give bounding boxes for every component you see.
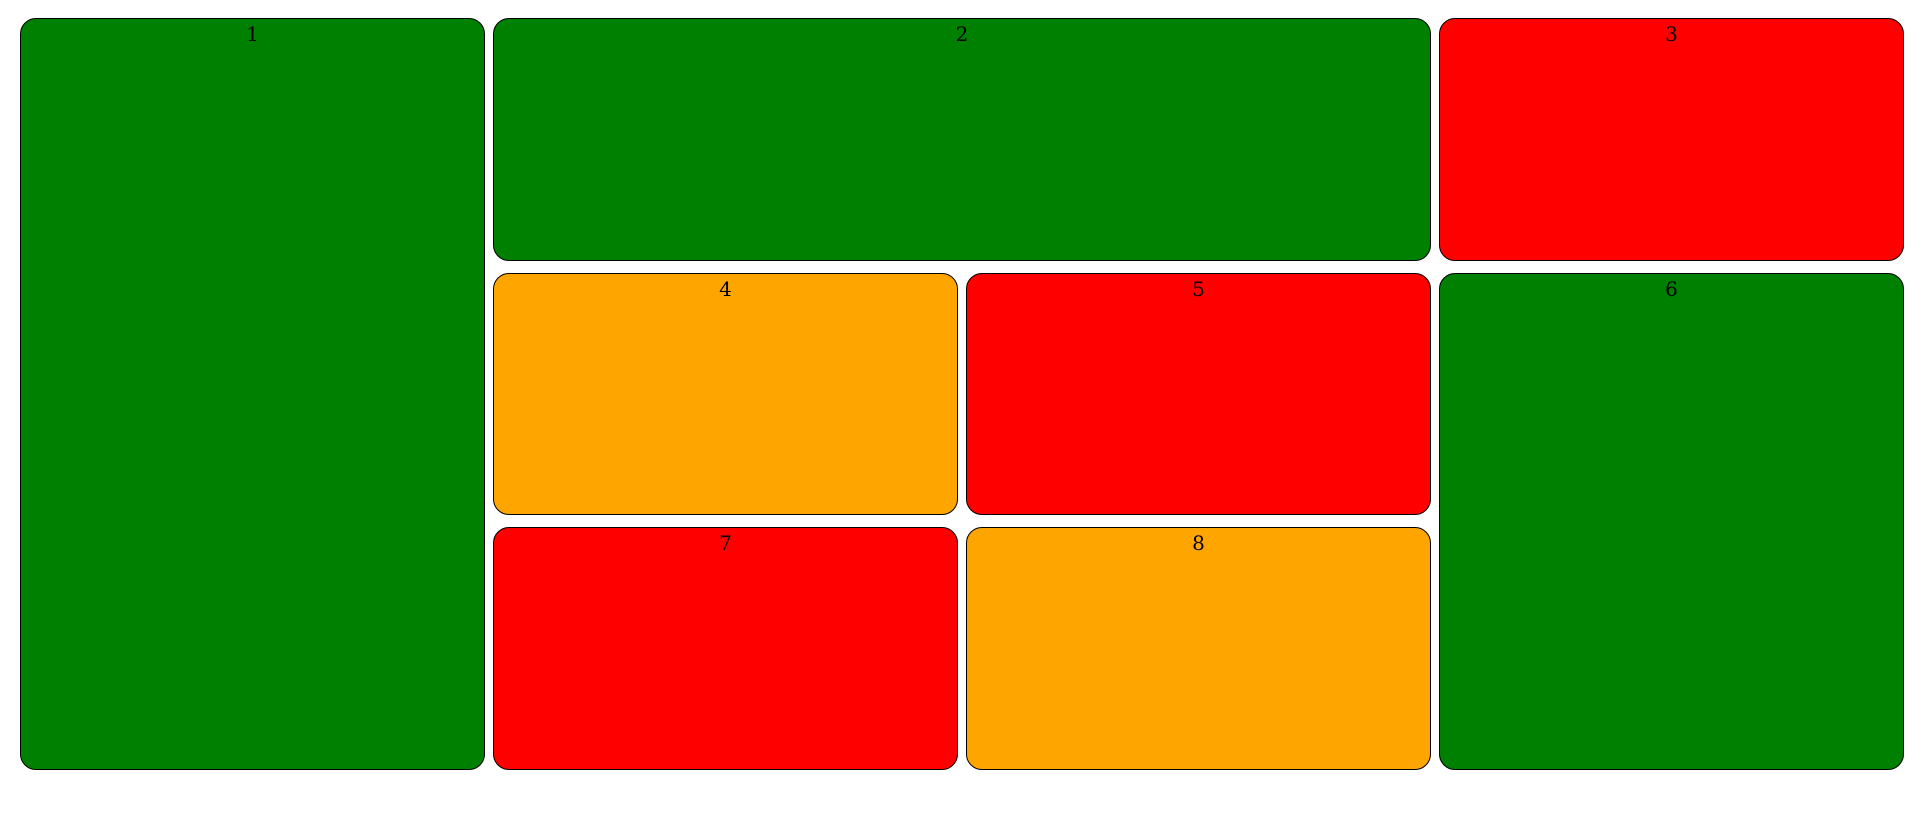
tile-2[interactable] <box>493 18 1431 261</box>
tile-3[interactable] <box>1439 18 1904 261</box>
tile-5-label: 5 <box>1192 276 1205 301</box>
tile-3-label: 3 <box>1665 22 1678 46</box>
tile-grid <box>20 18 1904 770</box>
tile-7[interactable] <box>493 527 958 770</box>
tile-8[interactable] <box>966 527 1431 770</box>
tile-4-label: 4 <box>719 276 732 301</box>
tile-6-label: 6 <box>1665 276 1678 301</box>
tile-7-label: 7 <box>719 531 732 556</box>
tile-5[interactable] <box>966 273 1431 516</box>
tile-8-label: 8 <box>1192 531 1205 556</box>
tile-4[interactable] <box>493 273 958 516</box>
tile-1[interactable] <box>20 18 485 770</box>
tile-1-label: 1 <box>246 22 259 46</box>
tile-6[interactable] <box>1439 273 1904 770</box>
tile-2-label: 2 <box>955 22 969 46</box>
